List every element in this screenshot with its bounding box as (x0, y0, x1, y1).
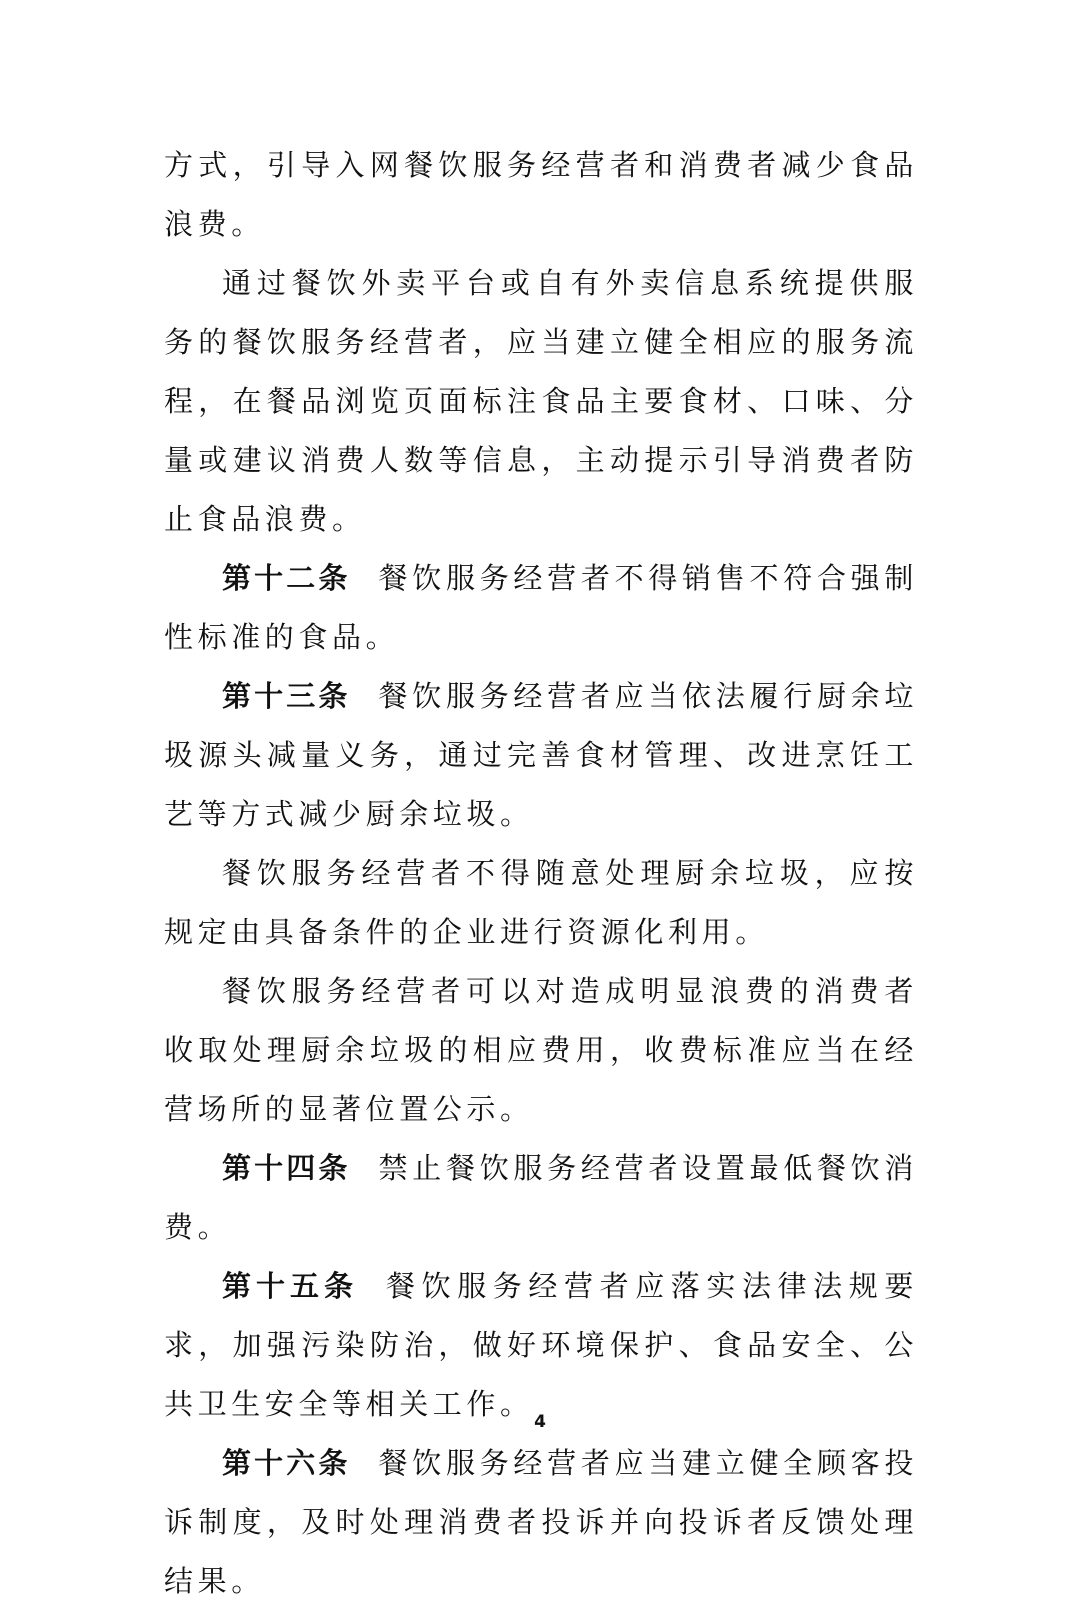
page-number: 4 (534, 1412, 546, 1432)
document-page (164, 136, 918, 1611)
article-heading: 第十六条 (222, 1446, 351, 1480)
article-text: 餐饮服务经营者应当建立健全顾客投诉制度，及时处理消费者投诉并向投诉者反馈处理结果。 (164, 1446, 918, 1598)
article-text: 餐饮服务经营者不得销售不符合强制性标准的食品。 (164, 561, 918, 654)
article-13 (164, 667, 918, 844)
article-text: 餐饮服务经营者应当依法履行厨余垃圾源头减量义务，通过完善食材管理、改进烹饪工艺等方式减少厨余垃圾。 (164, 679, 918, 831)
article-16 (164, 1434, 918, 1611)
paragraph-continuation (164, 136, 918, 254)
article-15 (164, 1257, 918, 1434)
paragraph (164, 962, 918, 1139)
article-heading: 第十四条 (222, 1151, 351, 1185)
article-14 (164, 1139, 918, 1257)
article-text: 禁止餐饮服务经营者设置最低餐饮消费。 (164, 1151, 918, 1244)
article-heading: 第十三条 (222, 679, 351, 713)
paragraph-text: 方式，引导入网餐饮服务经营者和消费者减少食品浪费。 (164, 148, 918, 241)
paragraph (164, 844, 918, 962)
paragraph-text: 餐饮服务经营者不得随意处理厨余垃圾，应按规定由具备条件的企业进行资源化利用。 (164, 856, 918, 949)
article-heading: 第十五条 (222, 1269, 358, 1303)
paragraph-text: 通过餐饮外卖平台或自有外卖信息系统提供服务的餐饮服务经营者，应当建立健全相应的服务流程，在餐品浏览页面标注食品主要食材、口味、分量或建议消费人数等信息，主动提示引导消费者防止食品浪费。 (164, 266, 918, 536)
article-text: 餐饮服务经营者应落实法律法规要求，加强污染防治，做好环境保护、食品安全、公共卫生安全等相关工作。 (164, 1269, 918, 1421)
paragraph (164, 254, 918, 549)
paragraph-text: 餐饮服务经营者可以对造成明显浪费的消费者收取处理厨余垃圾的相应费用，收费标准应当在经营场所的显著位置公示。 (164, 974, 918, 1126)
article-12 (164, 549, 918, 667)
article-heading: 第十二条 (222, 561, 351, 595)
